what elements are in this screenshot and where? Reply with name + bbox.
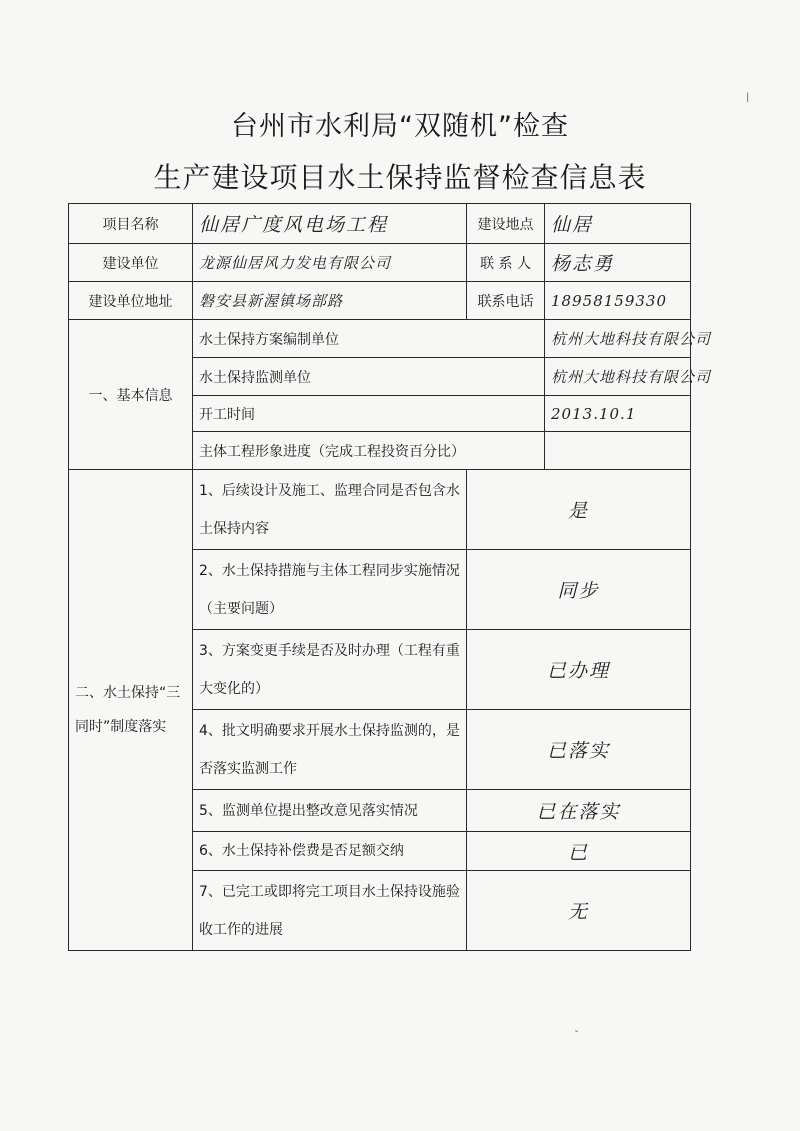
- check-item-answer: [467, 470, 691, 550]
- check-item-handwriting: 无: [568, 901, 590, 923]
- check-item-question: 5、监测单位提出整改意见落实情况: [193, 790, 467, 832]
- form-title-line2: 生产建设项目水土保持监督检查信息表: [153, 161, 647, 194]
- form-title-line1: 台州市水利局“双随机”检查: [231, 111, 569, 142]
- project-name-value: [193, 204, 467, 244]
- check-item-question: 6、水土保持补偿费是否足额交纳: [193, 832, 467, 871]
- check-item-question: 2、水土保持措施与主体工程同步实施情况（主要问题）: [193, 550, 467, 630]
- basic-info-value: [545, 320, 712, 358]
- basic-info-value: [545, 432, 691, 470]
- check-item-handwriting: 已: [568, 841, 590, 864]
- check-item-answer: [467, 550, 691, 630]
- check-item-question: 1、后续设计及施工、监理合同是否包含水土保持内容: [193, 470, 467, 550]
- location-label: 建设地点: [467, 204, 545, 244]
- check-item-answer: [467, 871, 691, 951]
- basic-info-handwriting: 杭州大地科技有限公司: [551, 330, 712, 348]
- contact-handwriting: 杨志勇: [551, 253, 615, 275]
- check-item-handwriting: 是: [568, 500, 590, 522]
- basic-info-handwriting: 杭州大地科技有限公司: [551, 368, 712, 386]
- phone-handwriting: 18958159330: [551, 291, 667, 310]
- location-value: [545, 204, 691, 244]
- check-item-row: [69, 470, 691, 550]
- check-item-question: 7、已完工或即将完工项目水土保持设施验收工作的进展: [193, 871, 467, 951]
- check-item-answer: [467, 710, 691, 790]
- phone-label: 联系电话: [467, 282, 545, 320]
- scan-mark-top-right: |: [746, 92, 750, 103]
- basic-info-label: 开工时间: [193, 396, 545, 432]
- basic-info-section-label: 一、基本信息: [69, 320, 193, 470]
- address-handwriting: 磐安县新渥镇场部路: [199, 292, 344, 310]
- check-item-answer: [467, 832, 691, 871]
- address-label: 建设单位地址: [69, 282, 193, 320]
- check-item-handwriting: 已在落实: [536, 801, 621, 823]
- basic-info-row: [69, 320, 691, 358]
- builder-value: [193, 244, 467, 282]
- builder-label: 建设单位: [69, 244, 193, 282]
- row-address: [69, 282, 691, 320]
- address-value: [193, 282, 467, 320]
- contact-value: [545, 244, 691, 282]
- project-name-label: 项目名称: [69, 204, 193, 244]
- basic-info-label: 主体工程形象进度（完成工程投资百分比）: [193, 432, 545, 470]
- location-handwriting: 仙居: [551, 214, 594, 236]
- basic-info-label: 水土保持监测单位: [193, 358, 545, 396]
- check-item-question: 3、方案变更手续是否及时办理（工程有重大变化的）: [193, 630, 467, 710]
- basic-info-handwriting: 2013.10.1: [551, 404, 637, 423]
- row-builder: [69, 244, 691, 282]
- check-item-handwriting: 同步: [557, 580, 600, 602]
- check-item-answer: [467, 630, 691, 710]
- contact-label: 联 系 人: [467, 244, 545, 282]
- basic-info-label: 水土保持方案编制单位: [193, 320, 545, 358]
- row-project-name: [69, 204, 691, 244]
- scan-mark-bottom: ˇ: [574, 1030, 579, 1041]
- check-item-question: 4、批文明确要求开展水土保持监测的，是否落实监测工作: [193, 710, 467, 790]
- basic-info-value: [545, 358, 712, 396]
- check-item-answer: [467, 790, 691, 832]
- three-simultaneous-section-label: 二、水土保持“三同时”制度落实: [69, 470, 193, 951]
- basic-info-value: [545, 396, 691, 432]
- builder-handwriting: 龙源仙居风力发电有限公司: [199, 254, 392, 272]
- check-item-handwriting: 已落实: [547, 740, 611, 762]
- inspection-form-table: [68, 203, 712, 951]
- phone-value: [545, 282, 691, 320]
- project-name-handwriting: 仙居广度风电场工程: [199, 214, 389, 236]
- check-item-handwriting: 已办理: [547, 660, 611, 682]
